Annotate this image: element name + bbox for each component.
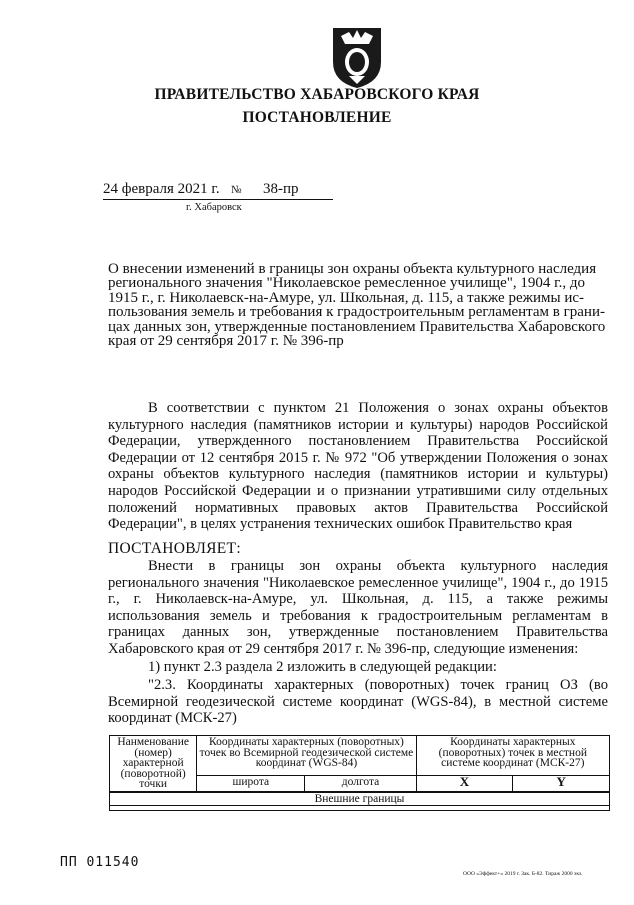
table-bottom-row	[110, 806, 610, 811]
form-code: ПП 011540	[60, 855, 140, 870]
quoted-clause: "2.3. Координаты характерных (поворотных) точек границ ОЗ (во Всемирной геодезической системе координат (WGS-84), в местной системе координат (МСК-27)	[108, 677, 608, 727]
subject-line: регионального значения "Николаевское ремесленное училище", 1904 г., до	[108, 275, 585, 292]
item-1: 1) пункт 2.3 раздела 2 изложить в следующей редакции:	[148, 659, 497, 675]
document-type-title: ПОСТАНОВЛЕНИЕ	[242, 109, 392, 126]
header-wgs84: Координаты характерных (поворотных) точек во Всемирной геодезической системе координат (WGS-84)	[197, 736, 416, 776]
subject-line: О внесении изменений в границы зон охраны объекта культурного наследия	[108, 261, 597, 277]
coordinates-table	[109, 735, 610, 811]
document-city: г. Хабаровск	[186, 202, 242, 213]
document-date: 24 февраля 2021 г.	[103, 181, 220, 197]
printer-imprint: ООО «Эффект+» 2019 г. Зак. Б-82. Тираж 2000 экз.	[463, 871, 583, 877]
header-msk27: Координаты характерных (поворотных) точек в местной системе координат (МСК-27)	[416, 736, 609, 776]
main-paragraph: Внести в границы зон охраны объекта культурного наследия регионального значения "Николаевское ремесленное училище", 1904 г., до 1915 г., г. Николаевск-на-Амуре, ул. Школьная, д. 115, а также режимы использования земель и требования к градостроительным регламентам в границах данных зон, утвержденные постановлением Правительства Хабаровского края от 29 сентября 2017 г. № 396-пр, следующие изменения:	[108, 558, 608, 657]
document-number: 38-пр	[263, 181, 299, 197]
subject-line: пользования земель и требования к градостроительным регламентам в грани-	[108, 304, 605, 321]
decree-word: ПОСТАНОВЛЯЕТ:	[108, 540, 241, 557]
section-outer-boundaries: Внешние границы	[110, 792, 610, 806]
date-underline	[103, 199, 333, 200]
number-sign: №	[231, 184, 242, 196]
subheader-latitude: широта	[197, 775, 305, 791]
subheader-y: Y	[513, 775, 610, 791]
subject-line: 1915 г., г. Николаевск-на-Амуре, ул. Школьная, д. 115, а также режимы ис-	[108, 289, 584, 306]
coat-of-arms-icon	[329, 26, 385, 90]
date-number-line	[103, 181, 333, 201]
subject-line: цах данных зон, утвержденные постановлением Правительства Хабаровского	[108, 318, 606, 335]
preamble-paragraph: В соответствии с пунктом 21 Положения о зонах охраны объектов культурного наследия (памятников истории и культуры) народов Российской Федерации, утвержденного постановлением Правительства Российской Федерации от 12 сентября 2015 г. № 972 "Об утверждении Положения о зонах охраны объектов культурного наследия (памятников истории и культуры) народов Российской Федерации и о признании утратившими силу отдельных положений нормативных правовых актов Правительства Российской Федерации", в целях устранения технических ошибок Правительство края	[108, 400, 608, 533]
authority-title: ПРАВИТЕЛЬСТВО ХАБАРОВСКОГО КРАЯ	[154, 86, 480, 103]
header-point-name: Нанменование (номер) характерной (поворотной) точки	[110, 736, 197, 792]
subheader-longitude: долгота	[305, 775, 416, 791]
subject-line: края от 29 сентября 2017 г. № 396-пр	[108, 333, 344, 350]
subheader-x: X	[416, 775, 513, 791]
document-subject	[108, 262, 608, 348]
